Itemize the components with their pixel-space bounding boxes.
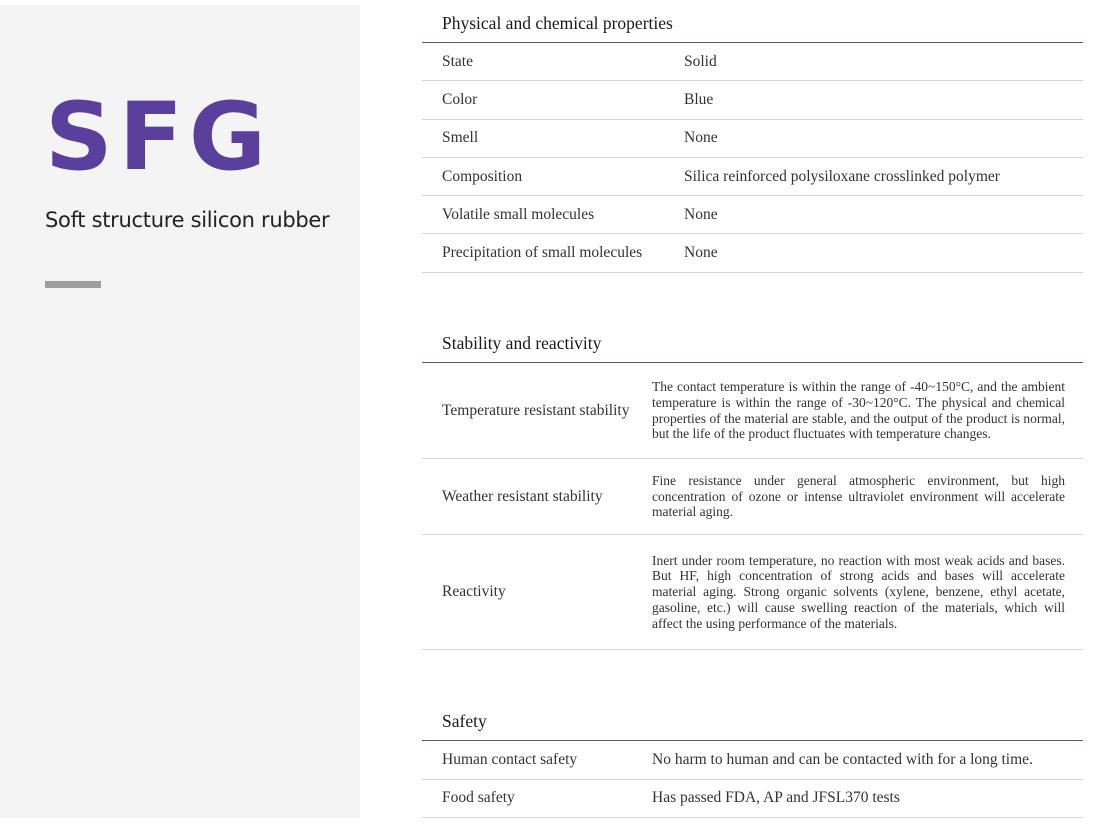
row-value: Silica reinforced polysiloxane crosslinked polymer [684, 167, 1000, 185]
section-title: Safety [422, 703, 1083, 741]
row-label: Human contact safety [442, 750, 578, 768]
row-label: Color [442, 90, 478, 108]
section-title: Physical and chemical properties [422, 5, 1083, 43]
stability-section [422, 325, 1083, 650]
table-row [422, 234, 1083, 272]
decorative-divider [45, 281, 101, 288]
table-row [422, 741, 1083, 780]
row-label: Composition [442, 167, 523, 185]
table-row [422, 196, 1083, 234]
table-row [422, 158, 1083, 196]
row-value: Solid [684, 52, 717, 70]
row-label: Food safety [442, 789, 515, 807]
row-label: Temperature resistant stability [442, 401, 630, 419]
table-row [422, 535, 1083, 650]
row-value: None [684, 244, 718, 262]
row-value: Fine resistance under general atmospheric environment, but high concentration of ozone or intense ultraviolet environment will accelerate material aging. [652, 472, 1065, 520]
row-value: No harm to human and can be contacted with for a long time. [652, 750, 1033, 768]
row-value: Blue [684, 90, 714, 108]
row-label: Reactivity [442, 583, 506, 600]
section-title: Stability and reactivity [422, 325, 1083, 363]
table-row [422, 780, 1083, 819]
row-label: Smell [442, 129, 479, 147]
table-row [422, 120, 1083, 158]
table-row [422, 459, 1083, 535]
table-row [422, 81, 1083, 119]
product-subtitle: Soft structure silicon rubber [45, 208, 330, 232]
row-label: Volatile small molecules [442, 205, 595, 223]
row-label: Weather resistant stability [442, 487, 603, 505]
physical-properties-section [422, 5, 1083, 273]
row-value: The contact temperature is within the range of -40~150°C, and the ambient temperature is within the range of -30~120°C. The physical and chemical properties of the material are stable, and the output of the product is normal, but the life of the product fluctuates with temperature changes. [652, 378, 1065, 442]
row-value: Has passed FDA, AP and JFSL370 tests [652, 789, 900, 807]
row-label: State [442, 52, 473, 70]
table-row [422, 43, 1083, 81]
row-label: Precipitation of small molecules [442, 244, 643, 262]
sidebar [0, 5, 360, 818]
product-code-title: SFG [45, 83, 273, 192]
table-row [422, 363, 1083, 459]
row-value: Inert under room temperature, no reaction with most weak acids and bases. But HF, high concentration of strong acids and bases will accelerate material aging. Strong organic solvents (xylene, benzene, ethyl acetate, gasoline, etc.) will cause swelling reaction of the materials, which will affect the using performance of the materials. [652, 552, 1065, 631]
safety-section [422, 703, 1083, 818]
row-value: None [684, 129, 718, 147]
row-value: None [684, 205, 718, 223]
